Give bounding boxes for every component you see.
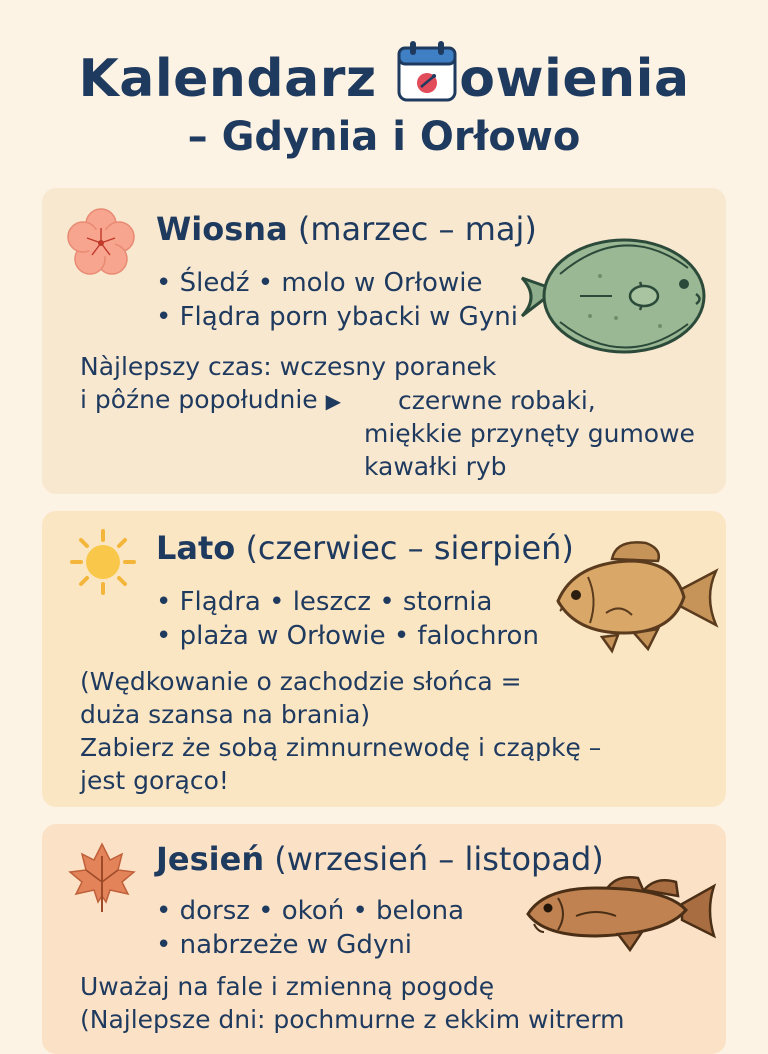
season-card-summer — [42, 511, 726, 807]
sun-icon — [70, 529, 136, 595]
bullet-list-autumn — [156, 894, 464, 962]
cod-icon — [526, 870, 718, 956]
bullet-item: • plaża w Orłowie • falochron — [156, 621, 539, 651]
bullet-item: • Flądra • leszcz • stornia — [156, 587, 493, 617]
title-text-b: owienia — [459, 49, 690, 109]
tip-line: Uważaj na fale i zmienną pogodę — [80, 972, 495, 1001]
season-title-spring — [156, 210, 537, 248]
page-title-line-1 — [0, 40, 768, 109]
bullet-item: • dorsz • okoń • belona — [156, 896, 465, 926]
flounder-icon — [520, 226, 710, 364]
bullet-list-summer — [156, 585, 539, 653]
maple-leaf-icon — [68, 842, 136, 912]
bullet-item: • Flądra porn ybacki w Gyni — [156, 302, 518, 332]
bream-icon — [554, 537, 720, 655]
tip-text-autumn — [80, 970, 625, 1036]
season-name: Lato — [156, 529, 236, 567]
season-name: Wiosna — [156, 210, 288, 248]
tip-line: (Wędkowanie o zachodzie słońca = — [80, 667, 522, 696]
calendar-icon — [397, 40, 457, 102]
bullet-item: • Śledź • molo w Orłowie — [156, 268, 483, 298]
page-title-line-2: – Gdynia i Orłowo — [187, 114, 581, 160]
bait-text-spring — [364, 384, 695, 483]
tip-text-summer — [80, 665, 601, 797]
bait-line: kawałki ryb — [364, 452, 507, 481]
season-card-autumn — [42, 824, 726, 1054]
bait-line: czerwne robaki, — [398, 386, 596, 415]
season-range: (marzec – maj) — [287, 210, 537, 248]
tip-line: jest gorąco! — [80, 766, 229, 795]
title-text-a: Kalendarz — [78, 49, 396, 109]
season-range: (czerwiec – sierpień) — [235, 529, 574, 567]
bait-line: miękkie przynęty gumowe — [364, 419, 695, 448]
arrow-icon: ▶ — [325, 389, 342, 413]
tip-line: (Najlepsze dni: pochmurne z ekkim witrerm — [80, 1005, 625, 1034]
tip-line: Zabierz że sobą zimnurnewodę i cząpkę – — [80, 733, 602, 762]
bullet-item: • nabrzeże w Gdyni — [156, 930, 413, 960]
tip-line: duża szansa na brania) — [80, 700, 371, 729]
tip-line: i pôźne popołudnie ▶ — [80, 385, 342, 414]
season-range: (wrzesień – listopad) — [264, 840, 604, 878]
bullet-list-spring — [156, 266, 518, 334]
tip-line: Nàjlepszy czas: wczesny poranek — [80, 352, 497, 381]
flower-icon — [66, 208, 136, 278]
season-name: Jesień — [156, 840, 265, 878]
season-card-spring — [42, 188, 726, 494]
season-title-summer — [156, 529, 574, 567]
